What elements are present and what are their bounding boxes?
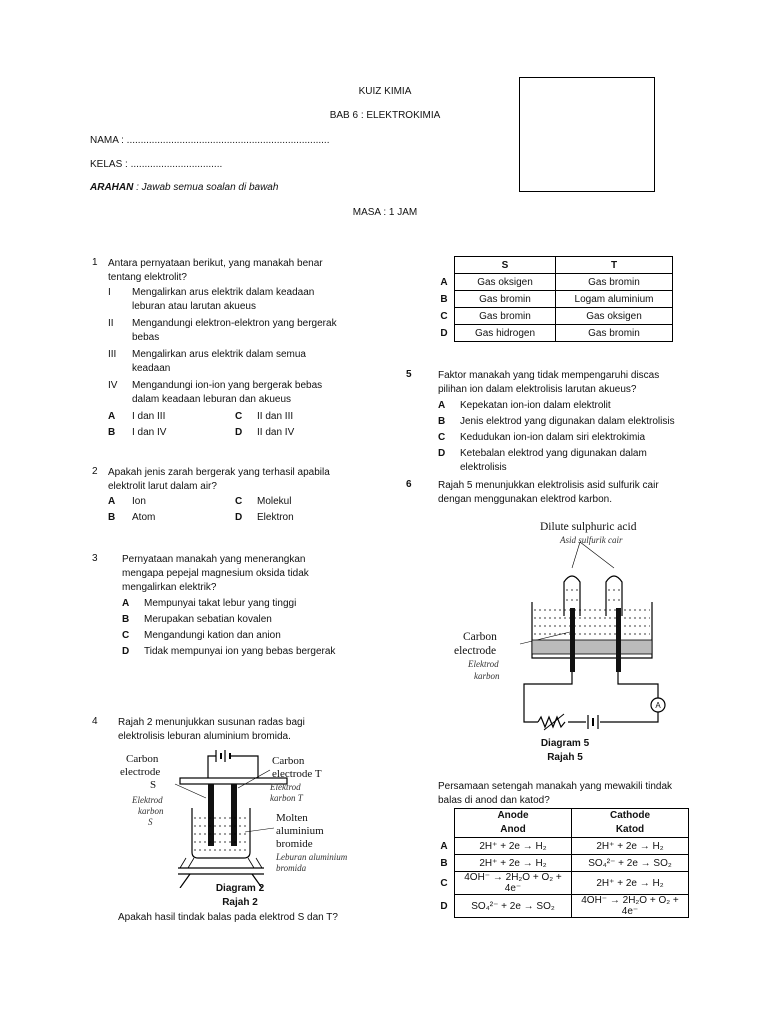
diagram-2-caption-ms: Rajah 2 [222, 897, 258, 908]
q1-option-text[interactable]: II dan IV [257, 427, 295, 438]
option-letter[interactable]: B [440, 857, 448, 869]
label-carbon: Carbon [272, 755, 305, 767]
table-corner [434, 809, 455, 838]
carbon-electrode-right [616, 608, 621, 672]
table-row[interactable] [434, 872, 689, 895]
leader-line [245, 828, 274, 832]
label-carbon: Carbon [463, 631, 497, 643]
q5-option-line: elektrolisis [460, 462, 507, 473]
q2-number: 2 [92, 466, 98, 477]
flame-line [188, 858, 194, 868]
q5-option-line: Ketebalan elektrod yang digunakan dalam [460, 448, 647, 459]
cell-s: Gas hidrogen [455, 325, 556, 342]
cell-anode: 4OH⁻ → 2H₂O + O₂ + 4e⁻ [455, 872, 572, 895]
leader-line [572, 542, 580, 568]
label-leburan: Leburan aluminium [276, 852, 348, 862]
table-corner [434, 257, 455, 274]
flame-line [180, 858, 186, 868]
q2-option-text[interactable]: Elektron [257, 512, 294, 523]
q3-option-text[interactable]: Mempunyai takat lebur yang tinggi [144, 598, 297, 609]
q5-option-letter[interactable]: A [438, 400, 446, 411]
diagram-5-sulphuric-acid-electrolysis [440, 516, 690, 738]
q2-option-text[interactable]: Molekul [257, 496, 292, 507]
cell-s: Gas oksigen [455, 274, 556, 291]
q1-option-letter[interactable]: B [108, 427, 116, 438]
q1-option-text[interactable]: I dan IV [132, 427, 167, 438]
cell-anode: 2H⁺ + 2e → H₂ [455, 838, 572, 855]
q5-option-text[interactable]: Jenis elektrod yang digunakan dalam elektrolisis [460, 416, 675, 427]
quiz-title: KUIZ KIMIA [358, 86, 412, 97]
q5-stem [438, 369, 659, 397]
q1-options [108, 409, 294, 441]
label-aluminium: aluminium [276, 825, 324, 837]
q6-question-line: Persamaan setengah manakah yang mewakili tindak [438, 781, 673, 792]
q2-option-letter[interactable]: C [235, 496, 243, 507]
q1-statement [108, 286, 337, 314]
q1-statement-roman: IV [108, 380, 118, 391]
header-s: S [455, 257, 556, 274]
label-asid-sulfurik-cair: Asid sulfurik cair [560, 535, 623, 545]
q6-stem-line: Rajah 5 menunjukkan elektrolisis asid sulfurik cair [438, 480, 659, 491]
q3-option-text[interactable]: Mengandungi kation dan anion [144, 630, 281, 641]
q1-option-text[interactable]: I dan III [132, 411, 166, 422]
label-electrode: electrode [120, 766, 161, 778]
cell-anode: SO₄²⁻ + 2e → SO₂ [455, 895, 572, 918]
circuit-wire [618, 672, 658, 698]
q5-stem-line: Faktor manakah yang tidak mempengaruhi discas [438, 370, 660, 381]
q6-answer-table [434, 808, 689, 918]
q1-statement-line: Mengandungi elektron-elektron yang bergerak [132, 318, 337, 329]
label-electrode-t: electrode T [272, 768, 322, 780]
q3-option-letter[interactable]: B [122, 614, 130, 625]
time-allowed: MASA : 1 JAM [352, 207, 418, 218]
q6-number: 6 [406, 479, 412, 490]
q2-stem [108, 466, 330, 494]
cell-s: Gas bromin [455, 291, 556, 308]
q3-option-letter[interactable]: A [122, 598, 130, 609]
base-block [532, 640, 652, 654]
q4-answer-table [434, 256, 673, 342]
table-row[interactable] [434, 855, 689, 872]
q5-option-letter[interactable]: C [438, 432, 446, 443]
marks-box [519, 77, 655, 192]
instructions-text: : Jawab semua soalan di bawah [133, 182, 279, 193]
q3-stem-line: mengapa pepejal magnesium oksida tidak [122, 568, 309, 579]
header-en: Cathode [610, 810, 650, 821]
q1-statement-roman: I [108, 287, 111, 298]
instructions [90, 182, 278, 193]
option-letter[interactable]: A [440, 840, 448, 852]
table-row[interactable] [434, 274, 673, 291]
header-en: Anode [497, 810, 529, 821]
cell-cathode: 2H⁺ + 2e → H₂ [572, 838, 689, 855]
chapter-title: BAB 6 : ELEKTROKIMIA [329, 110, 441, 121]
q2-stem-line: elektrolit larut dalam air? [108, 481, 217, 492]
q3-stem-line: Pernyataan manakah yang menerangkan [122, 554, 306, 565]
instructions-label: ARAHAN [90, 182, 134, 193]
flame-line [248, 858, 254, 868]
q4-stem [118, 716, 305, 744]
tripod-leg [180, 874, 190, 888]
q4-stem-line: elektrolisis leburan aluminium bromida. [118, 731, 291, 742]
q1-statement [108, 348, 337, 376]
cell-t: Gas bromin [556, 274, 673, 291]
q3-options [122, 596, 335, 660]
cell-t: Logam aluminium [556, 291, 673, 308]
q3-option-letter[interactable]: D [122, 646, 130, 657]
table-row[interactable] [434, 838, 689, 855]
q1-statement [108, 317, 337, 345]
q5-option-text[interactable]: Kedudukan ion-ion dalam siri elektrokimia [460, 432, 646, 443]
leader-line [580, 542, 614, 568]
q1-statement [108, 379, 337, 407]
q1-option-letter[interactable]: C [235, 411, 243, 422]
q1-statement-roman: III [108, 349, 117, 360]
diagram-5-caption-ms: Rajah 5 [547, 752, 583, 763]
label-carbon: Carbon [126, 753, 159, 765]
header-t: T [556, 257, 673, 274]
label-s: S [150, 779, 157, 791]
option-letter[interactable]: D [440, 327, 448, 339]
label-karbon: karbon [474, 671, 500, 681]
q5-option-text[interactable] [460, 447, 647, 475]
q3-stem-line: mengalirkan elektrik? [122, 582, 217, 593]
flame-line [256, 858, 262, 868]
cell-anode: 2H⁺ + 2e → H₂ [455, 855, 572, 872]
q2-options [108, 494, 294, 526]
option-letter[interactable]: B [440, 293, 448, 305]
q2-option-text[interactable]: Atom [132, 512, 156, 523]
q1-statement-line: Mengalirkan arus elektrik dalam semua [132, 349, 306, 360]
leader-line [238, 770, 270, 788]
cell-cathode: SO₄²⁻ + 2e → SO₂ [572, 855, 689, 872]
cell-cathode: 4OH⁻ → 2H₂O + O₂ + 4e⁻ [572, 895, 689, 918]
label-dilute-sulphuric-acid: Dilute sulphuric acid [540, 521, 637, 533]
q5-option-text[interactable]: Kepekatan ion-ion dalam elektrolit [460, 400, 611, 411]
label-s-ms: S [148, 817, 153, 827]
q1-statement-line: dalam keadaan leburan dan akueus [132, 394, 292, 405]
q6-question-line: balas di anod dan katod? [438, 795, 550, 806]
q5-option-letter[interactable]: D [438, 448, 446, 459]
table-row[interactable] [434, 325, 673, 342]
crucible [192, 808, 250, 858]
q6-stem-line: dengan menggunakan elektrod karbon. [438, 494, 613, 505]
q1-stem [108, 257, 368, 285]
leader-line [175, 784, 206, 798]
q1-stem-line: Antara pernyataan berikut, yang manakah benar [108, 258, 323, 269]
label-molten: Molten [276, 812, 308, 824]
q5-number: 5 [406, 369, 412, 380]
q3-number: 3 [92, 553, 98, 564]
q6-stem [438, 479, 659, 507]
q2-option-letter[interactable]: A [108, 496, 116, 507]
circuit-wire [524, 672, 572, 722]
q1-option-letter[interactable]: D [235, 427, 243, 438]
q4-stem-line: Rajah 2 menunjukkan susunan radas bagi [118, 717, 305, 728]
header-ms: Anod [500, 824, 526, 835]
option-letter[interactable]: C [440, 877, 448, 889]
q2-option-letter[interactable]: D [235, 512, 243, 523]
q3-option-text[interactable]: Merupakan sebatian kovalen [144, 614, 272, 625]
electrode-t [231, 784, 237, 846]
q2-stem-line: Apakah jenis zarah bergerak yang terhasil apabila [108, 467, 330, 478]
q3-option-letter[interactable]: C [122, 630, 130, 641]
cell-cathode: 2H⁺ + 2e → H₂ [572, 872, 689, 895]
q1-option-letter[interactable]: A [108, 411, 116, 422]
name-field[interactable]: NAMA : ......................................................................... [90, 135, 330, 146]
option-letter[interactable]: C [440, 310, 448, 322]
label-elektrod: Elektrod [132, 795, 163, 805]
circuit-wire-right [230, 756, 258, 778]
q1-statement-line: keadaan [132, 363, 171, 374]
label-karbon-t: karbon T [270, 793, 303, 803]
q1-number: 1 [92, 257, 98, 268]
label-bromide: bromide [276, 838, 313, 850]
q5-option-letter[interactable]: B [438, 416, 446, 427]
q1-option-text[interactable]: II dan III [257, 411, 294, 422]
q2-option-text[interactable]: Ion [132, 496, 146, 507]
electrode-s [208, 784, 214, 846]
header-anode [455, 809, 572, 838]
carbon-electrode-left [570, 608, 575, 672]
cell-s: Gas bromin [455, 308, 556, 325]
q3-stem [122, 553, 309, 595]
q1-statements [108, 286, 337, 407]
q1-statement-line: leburan atau larutan akueus [132, 301, 256, 312]
label-karbon: karbon [138, 806, 164, 816]
q3-option-text[interactable]: Tidak mempunyai ion yang bebas bergerak [144, 646, 336, 657]
cell-t: Gas bromin [556, 325, 673, 342]
header-ms: Katod [615, 824, 645, 835]
header-cathode [572, 809, 689, 838]
table-row[interactable] [434, 291, 673, 308]
diagram-2-caption-en: Diagram 2 [215, 883, 265, 894]
option-letter[interactable]: D [440, 900, 448, 912]
label-elektrod: Elektrod [468, 659, 499, 669]
rheostat [538, 717, 565, 727]
table-row[interactable] [434, 895, 689, 918]
circuit-wire [600, 712, 658, 722]
label-electrode: electrode [454, 645, 497, 657]
option-letter[interactable]: A [440, 276, 448, 288]
diagram-2-molten-electrolysis [120, 748, 370, 888]
q5-options [438, 398, 675, 475]
q4-question: Apakah hasil tindak balas pada elektrod S dan T? [118, 912, 338, 923]
q4-number: 4 [92, 716, 98, 727]
label-elektrod: Elektrod [270, 782, 301, 792]
diagram-5-caption-en: Diagram 5 [540, 738, 590, 749]
ammeter-label: A [655, 701, 661, 710]
circuit-wire-left [208, 756, 216, 778]
q2-option-letter[interactable]: B [108, 512, 116, 523]
label-bromida: bromida [276, 863, 307, 873]
q5-stem-line: pilihan ion dalam elektrolisis larutan akueus? [438, 384, 637, 395]
cell-t: Gas oksigen [556, 308, 673, 325]
q6-question [438, 780, 672, 808]
q1-statement-line: Mengandungi ion-ion yang bergerak bebas [132, 380, 323, 391]
table-row[interactable] [434, 308, 673, 325]
class-field[interactable]: KELAS : ................................. [90, 159, 223, 170]
q1-statement-roman: II [108, 318, 114, 329]
q1-stem-line: tentang elektrolit? [108, 272, 187, 283]
q1-statement-line: bebas [132, 332, 160, 343]
q1-statement-line: Mengalirkan arus elektrik dalam keadaan [132, 287, 315, 298]
